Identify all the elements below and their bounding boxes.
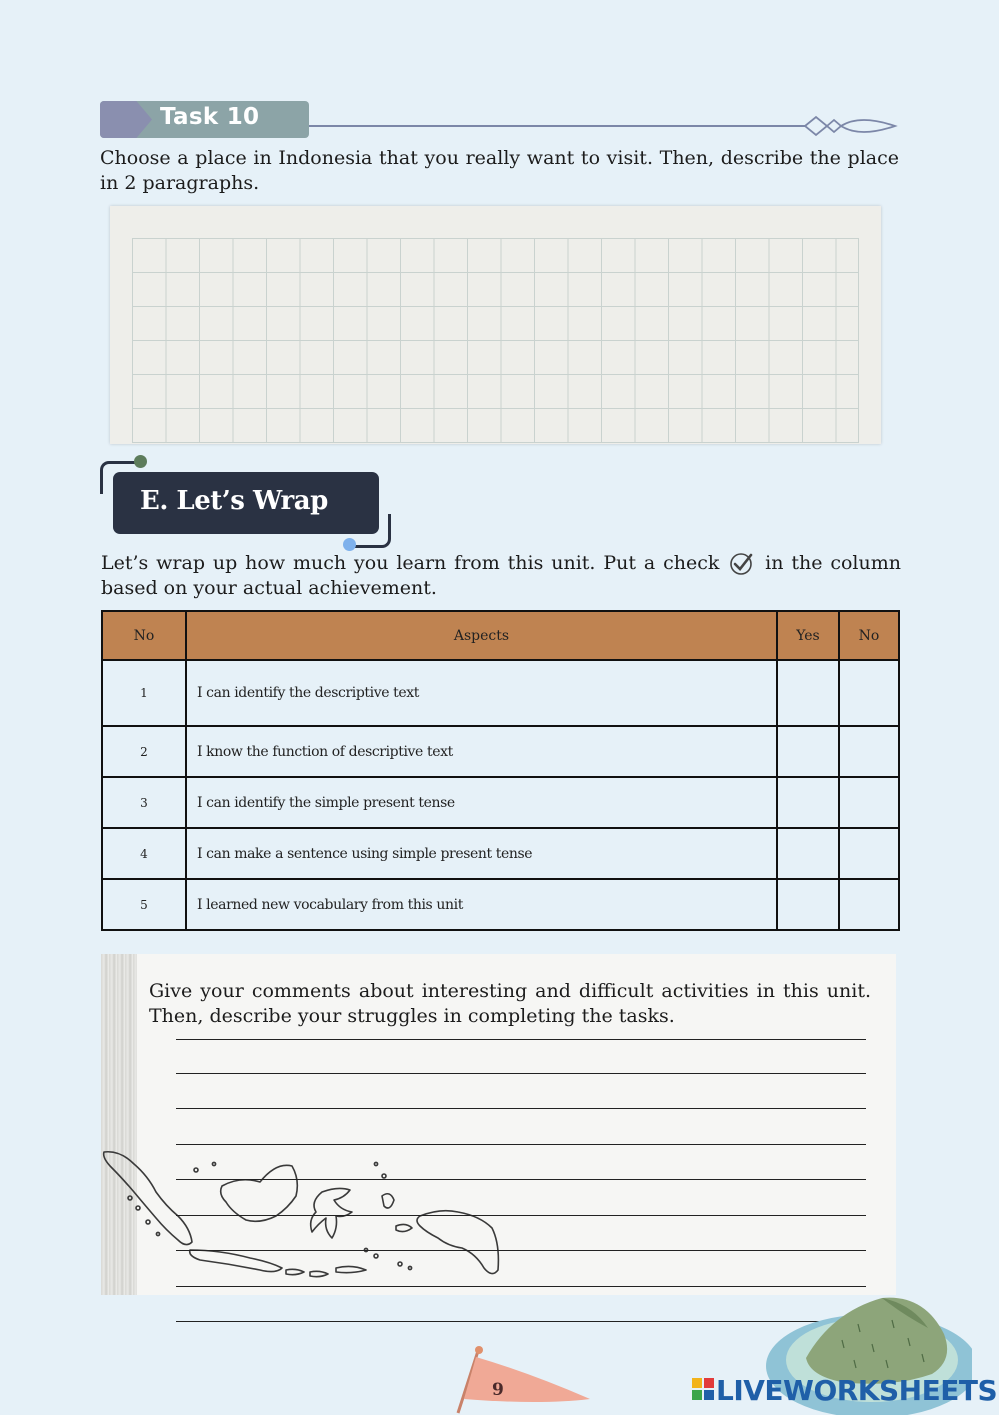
no-check-cell[interactable] [839,828,899,879]
yes-check-cell[interactable] [777,777,839,828]
header-no: No [102,611,186,660]
grid-paper-answer-area [110,206,881,444]
heading-dot-green [134,455,147,468]
yes-check-cell[interactable] [777,879,839,930]
self-assessment-table [101,610,900,931]
task-instruction: Choose a place in Indonesia that you really want to visit. Then, describe the place in 2 paragraphs. [100,147,899,194]
answer-line[interactable] [176,1038,866,1074]
row-aspect: I learned new vocabulary from this unit [186,879,777,930]
liveworksheets-logo-text: LIVEWORKSHEETS [716,1374,998,1407]
row-aspect: I can make a sentence using simple present tense [186,828,777,879]
table-header-row [102,611,899,660]
header-yes: Yes [777,611,839,660]
yes-check-cell[interactable] [777,726,839,777]
table-row [102,879,899,930]
header-no-answer: No [839,611,899,660]
row-number: 5 [102,879,186,930]
answer-line[interactable] [176,1180,866,1216]
liveworksheets-logo-icon [692,1378,714,1400]
page-pennant-flag [450,1343,595,1415]
answer-line[interactable] [176,1216,866,1252]
row-number: 2 [102,726,186,777]
row-number: 4 [102,828,186,879]
section-heading: E. Let’s Wrap [140,486,328,516]
yes-check-cell[interactable] [777,660,839,726]
row-aspect: I know the function of descriptive text [186,726,777,777]
table-row [102,777,899,828]
no-check-cell[interactable] [839,660,899,726]
no-check-cell[interactable] [839,777,899,828]
row-number: 1 [102,660,186,726]
check-icon [729,551,755,575]
heading-bracket-bottom [355,514,391,548]
answer-line[interactable] [176,1251,866,1287]
table-row [102,726,899,777]
table-row [102,660,899,726]
row-aspect: I can identify the descriptive text [186,660,777,726]
comment-answer-lines[interactable] [176,1038,866,1322]
header-aspects: Aspects [186,611,777,660]
no-check-cell[interactable] [839,879,899,930]
heading-dot-blue [343,538,356,551]
comment-prompt: Give your comments about interesting and difficult activities in this unit. Then, describe your struggles in completing the tasks. [149,980,871,1027]
answer-line[interactable] [176,1074,866,1110]
row-number: 3 [102,777,186,828]
task-answer-input[interactable] [132,238,858,438]
yes-check-cell[interactable] [777,828,839,879]
wrap-instruction [101,551,901,601]
row-aspect: I can identify the simple present tense [186,777,777,828]
no-check-cell[interactable] [839,726,899,777]
task-title: Task 10 [160,104,260,130]
wrap-instruction-end: in the column based on your actual achievement. [101,552,901,599]
answer-line[interactable] [176,1003,866,1040]
page-number: 9 [492,1380,504,1400]
wrap-instruction-start: Let’s wrap up how much you learn from this unit. Put a check [101,552,720,574]
answer-line[interactable] [176,1145,866,1181]
table-row [102,828,899,879]
answer-line[interactable] [176,1109,866,1145]
